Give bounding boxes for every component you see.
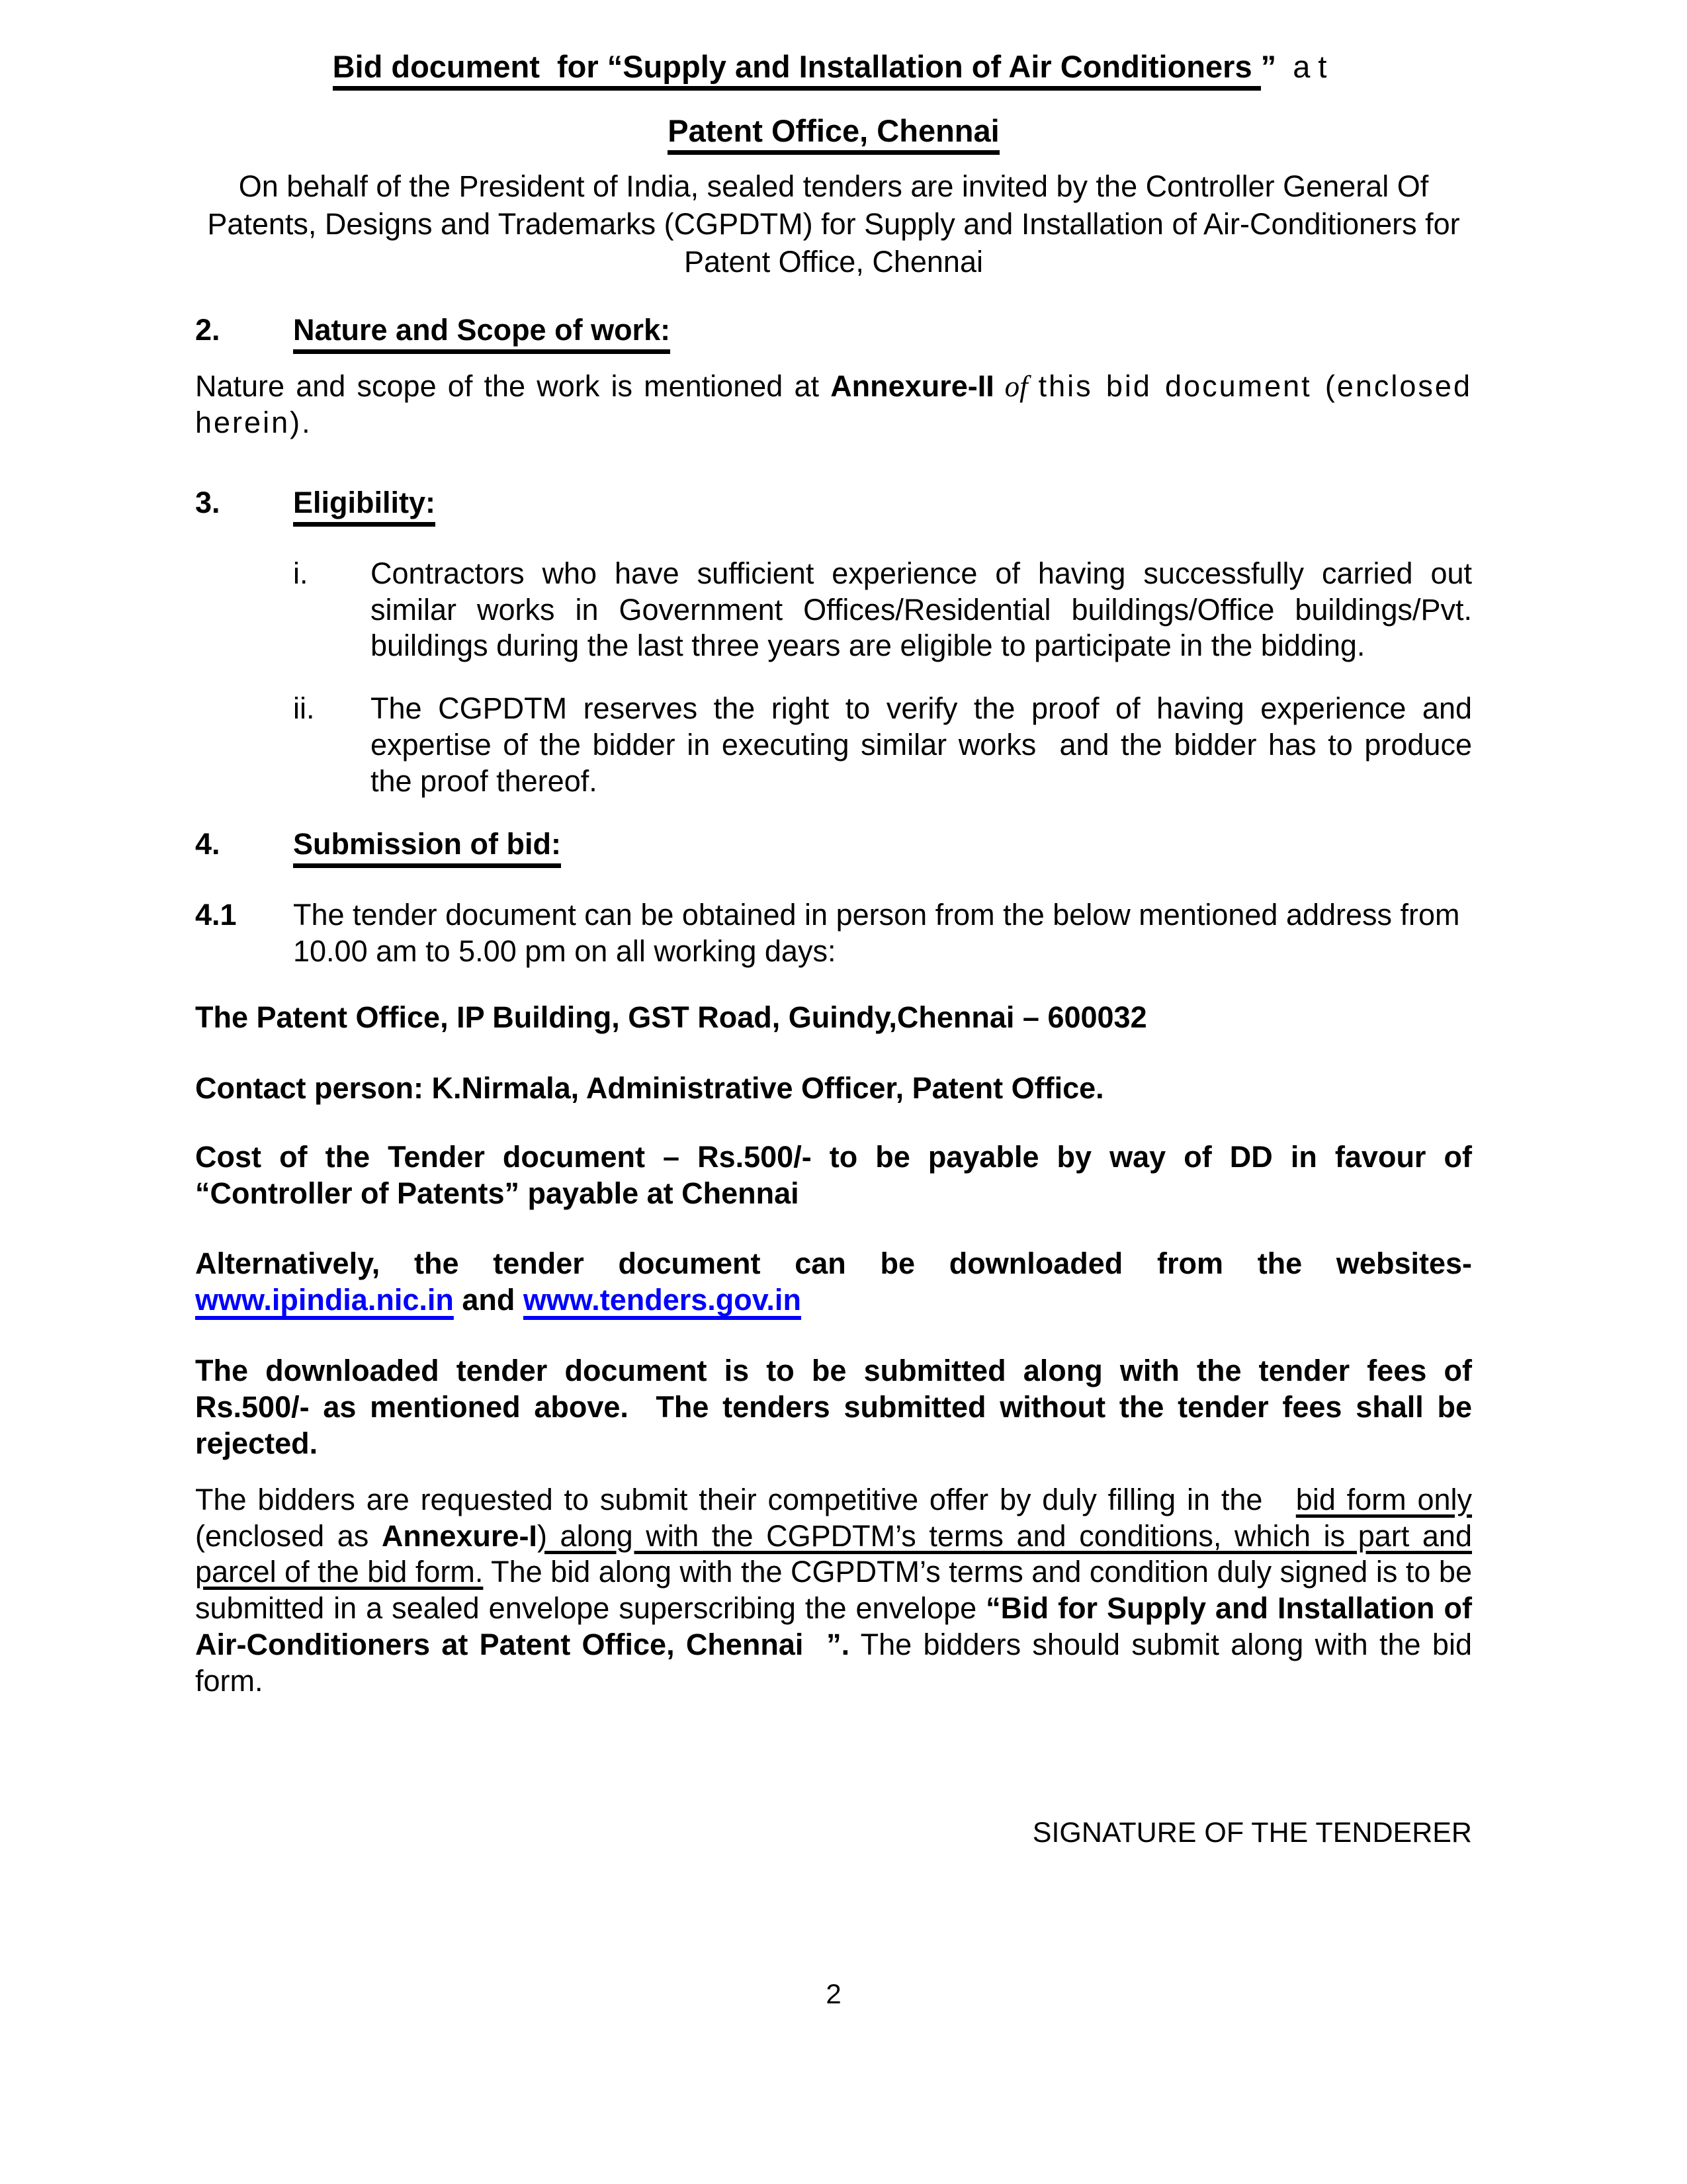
eligibility-item-i-text: Contractors who have sufficient experience of having successfully carried out similar works in Government Offices/Residential buildings/Office buildings/Pvt. buildings during the last three years are eligible to participate in the bidding. bbox=[370, 556, 1472, 663]
section-2-number: 2. bbox=[195, 313, 220, 347]
tenders-gov-link[interactable]: www.tenders.gov.in bbox=[523, 1283, 801, 1317]
patent-office-address: The Patent Office, IP Building, GST Road, Guindy,Chennai – 600032 bbox=[195, 1000, 1147, 1034]
download-websites-paragraph bbox=[195, 1246, 1472, 1319]
section-3-number: 3. bbox=[195, 485, 220, 519]
clause-4-1-text: The tender document can be obtained in person from the below mentioned address from 10.00 am to 5.00 pm on all working days: bbox=[293, 897, 1460, 968]
subtitle-text: Patent Office, Chennai bbox=[668, 113, 999, 155]
eligibility-item-ii-marker: ii. bbox=[293, 691, 315, 726]
terms-conditions-underlined: ) along with the CGPDTM’s terms and conditions, which is part and parcel of the bid form. bbox=[195, 1518, 1472, 1589]
title-underlined-text: Bid document for “Supply and Installation of Air Conditioners bbox=[333, 49, 1261, 91]
document-subtitle bbox=[195, 112, 1472, 150]
envelope-superscription-bold: “Bid for Supply and Installation of Air-Conditioners at Patent Office, Chennai ”. bbox=[195, 1591, 1472, 1662]
bidders-text-4: The bidders should submit along with the bid form. bbox=[195, 1628, 1472, 1698]
signature-of-tenderer-line: SIGNATURE OF THE TENDERER bbox=[1032, 1817, 1472, 1849]
section-4-heading-row bbox=[195, 826, 1472, 863]
alt-text-pre: Alternatively, the tender document can be downloaded from the websites- bbox=[195, 1246, 1472, 1281]
bidders-text-1: The bidders are requested to submit their competitive offer by duly filling in the bbox=[195, 1482, 1296, 1516]
section-2-text-post: this bid document (enclosed herein). bbox=[195, 369, 1472, 439]
eligibility-item-ii-text: The CGPDTM reserves the right to verify the proof of having experience and expertise of the bidder in executing similar works and the bidder has to produce the proof thereof. bbox=[370, 691, 1472, 799]
section-2-text-pre: Nature and scope of the work is mentioned at bbox=[195, 369, 831, 403]
section-3-heading-row bbox=[195, 485, 1472, 521]
alt-and-word: and bbox=[453, 1283, 523, 1317]
annexure-2-reference: Annexure-II bbox=[830, 369, 994, 403]
section-4-number: 4. bbox=[195, 826, 220, 861]
page-number: 2 bbox=[826, 1978, 842, 2010]
section-2-paragraph bbox=[195, 369, 1472, 441]
document-title bbox=[195, 48, 1472, 85]
title-close-quote: ” bbox=[1260, 49, 1277, 84]
intro-paragraph: On behalf of the President of India, sealed tenders are invited by the Controller General Of Patents, Designs and Trademarks (CGPDTM) for Supply and Installation of Air-Conditioners for Patent Office, Chennai bbox=[207, 169, 1460, 279]
annexure-1-reference: Annexure-I bbox=[381, 1518, 537, 1553]
section-2-heading-row bbox=[195, 312, 1472, 349]
bidders-text-3: The bid along with the CGPDTM’s terms and condition duly signed is to be submitted in a sealed envelope superscribing the envelope bbox=[195, 1555, 1472, 1626]
downloaded-tender-paragraph: The downloaded tender document is to be submitted along with the tender fees of Rs.500/- as mentioned above. The tenders submitted without the tender fees shall be rejected. bbox=[195, 1354, 1472, 1460]
section-2-of-word: of bbox=[994, 369, 1039, 403]
clause-4-1-row bbox=[195, 897, 1472, 970]
clause-4-1-number: 4.1 bbox=[195, 897, 237, 932]
contact-person-line: Contact person: K.Nirmala, Administrative Officer, Patent Office. bbox=[195, 1070, 1104, 1105]
section-4-heading: Submission of bid: bbox=[293, 827, 561, 868]
bidders-text-2: (enclosed as bbox=[195, 1518, 382, 1553]
section-3-heading: Eligibility: bbox=[293, 486, 435, 527]
tender-cost-paragraph: Cost of the Tender document – Rs.500/- to be payable by way of DD in favour of “Controller of Patents” payable at Chennai bbox=[195, 1140, 1472, 1211]
title-at-word: at bbox=[1276, 49, 1335, 84]
eligibility-item-i-marker: i. bbox=[293, 556, 308, 590]
eligibility-item-i bbox=[293, 556, 1472, 665]
bidders-paragraph bbox=[195, 1482, 1472, 1700]
bid-form-only-underlined: bid form only bbox=[1295, 1482, 1473, 1516]
ipindia-link[interactable]: www.ipindia.nic.in bbox=[195, 1283, 454, 1317]
eligibility-item-ii bbox=[293, 691, 1472, 800]
section-2-heading: Nature and Scope of work: bbox=[293, 313, 670, 354]
